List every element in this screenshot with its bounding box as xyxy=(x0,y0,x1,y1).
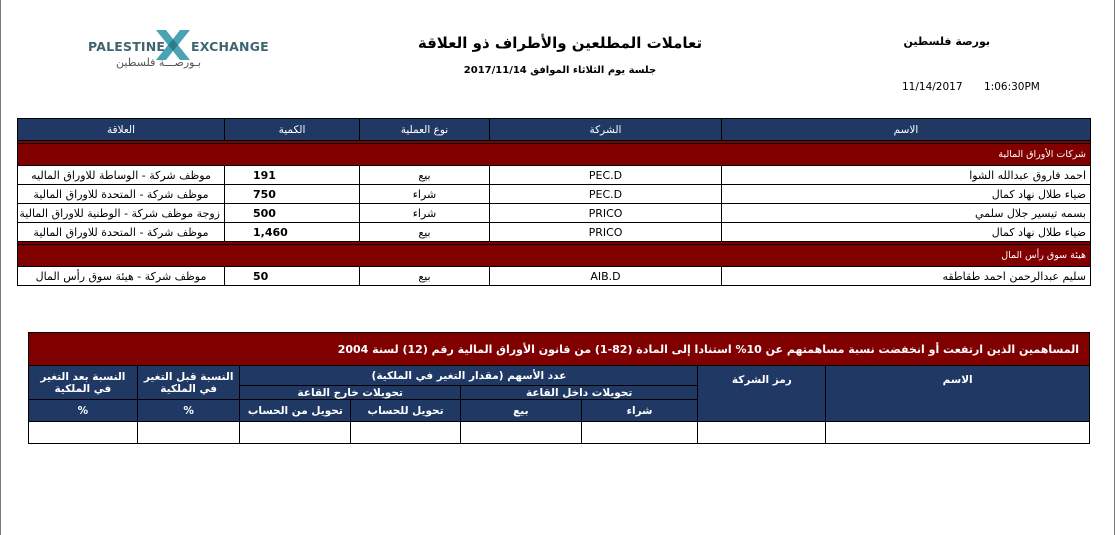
col-header-type: نوع العملية xyxy=(360,119,490,141)
cell-quantity: 50 xyxy=(225,267,360,286)
cell-company: PRICO xyxy=(490,223,722,242)
section-row-capital-market-authority xyxy=(18,245,1091,267)
col-header-buy: شراء xyxy=(581,400,698,422)
col-header-outside-hall: تحويلات خارج القاعة xyxy=(240,386,460,400)
cell-company: PRICO xyxy=(490,204,722,223)
col-header-shares-group: عدد الأسهم (مقدار التغير في الملكية) xyxy=(240,366,698,386)
cell-relation: زوجة موظف شركة - الوطنية للاوراق المالية xyxy=(18,204,225,223)
section-title: هيئة سوق رأس المال xyxy=(18,245,1091,267)
report-title: تعاملات المطلعين والأطراف ذو العلاقة xyxy=(417,34,703,52)
table-row xyxy=(18,267,1091,286)
cell-relation: موظف شركة - هيئة سوق رأس المال xyxy=(18,267,225,286)
col-header-relation: العلاقة xyxy=(18,119,225,141)
cell-type: بيع xyxy=(360,166,490,185)
page-left-border xyxy=(0,0,1,535)
table-header-row xyxy=(18,119,1091,141)
cell-empty xyxy=(137,422,240,444)
cell-type: بيع xyxy=(360,223,490,242)
session-date-line: جلسة يوم الثلاثاء الموافق 2017/11/14 xyxy=(463,65,657,76)
print-date: 11/14/2017 xyxy=(902,81,963,93)
col-header-quantity: الكمية xyxy=(225,119,360,141)
cell-empty xyxy=(826,422,1090,444)
pct-after-sign: % xyxy=(29,400,138,422)
cell-name: احمد فاروق عبدالله الشوا xyxy=(722,166,1091,185)
cell-company: PEC.D xyxy=(490,185,722,204)
cell-empty xyxy=(351,422,461,444)
cell-quantity: 500 xyxy=(225,204,360,223)
cell-empty xyxy=(460,422,581,444)
col-header-pct-after: النسبة بعد التغير في الملكية xyxy=(29,366,138,400)
col-header-inside-hall: تحويلات داخل القاعة xyxy=(460,386,698,400)
insider-transactions-table xyxy=(17,118,1091,286)
cell-type: بيع xyxy=(360,267,490,286)
header-row-1 xyxy=(29,366,1090,386)
cell-quantity: 1,460 xyxy=(225,223,360,242)
section-row-securities-companies xyxy=(18,144,1091,166)
cell-company: PEC.D xyxy=(490,166,722,185)
cell-name: ضياء طلال نهاد كمال xyxy=(722,223,1091,242)
cell-empty xyxy=(240,422,351,444)
cell-company: AIB.D xyxy=(490,267,722,286)
cell-name: ضياء طلال نهاد كمال xyxy=(722,185,1091,204)
table-title-row xyxy=(29,333,1090,366)
cell-relation: موظف شركة - المتحدة للاوراق المالية xyxy=(18,185,225,204)
cell-type: شراء xyxy=(360,204,490,223)
cell-empty xyxy=(698,422,826,444)
print-time: 1:06:30PM xyxy=(984,81,1040,93)
table-row xyxy=(18,223,1091,242)
logo-text-left: PALESTINE xyxy=(88,39,166,54)
table-row xyxy=(18,204,1091,223)
table-row xyxy=(18,185,1091,204)
logo-text-right: EXCHANGE xyxy=(191,39,269,54)
cell-quantity: 191 xyxy=(225,166,360,185)
exchange-name: بورصة فلسطين xyxy=(903,35,990,48)
cell-empty xyxy=(581,422,698,444)
shareholders-ownership-change-table xyxy=(28,332,1090,444)
cell-empty xyxy=(29,422,138,444)
col-header-symbol: رمز الشركة xyxy=(698,366,826,422)
cell-type: شراء xyxy=(360,185,490,204)
cell-quantity: 750 xyxy=(225,185,360,204)
table-title: المساهمين الذين ارتفعت أو انخفضت نسبة مساهمتهم عن 10% استنادا إلى المادة (82-1) من قانون الأوراق المالية رقم (12) لسنة 2004 xyxy=(29,333,1090,366)
col-header-name: الاسم xyxy=(826,366,1090,422)
col-header-sell: بيع xyxy=(460,400,581,422)
palestine-exchange-logo xyxy=(88,26,269,72)
table-row xyxy=(29,422,1090,444)
col-header-pct-before: النسبة قبل التغير في الملكية xyxy=(137,366,240,400)
section-title: شركات الأوراق المالية xyxy=(18,144,1091,166)
col-header-from-account: تحويل من الحساب xyxy=(240,400,351,422)
cell-name: سليم عبدالرحمن احمد طقاطقه xyxy=(722,267,1091,286)
cell-name: بسمه تيسير جلال سلمي xyxy=(722,204,1091,223)
col-header-name: الاسم xyxy=(722,119,1091,141)
cell-relation: موظف شركة - الوساطة للاوراق الماليه xyxy=(18,166,225,185)
logo-text-arabic: بـورصـــة فلسطين xyxy=(116,56,202,69)
pct-before-sign: % xyxy=(137,400,240,422)
cell-relation: موظف شركة - المتحدة للاوراق المالية xyxy=(18,223,225,242)
col-header-company: الشركة xyxy=(490,119,722,141)
table-row xyxy=(18,166,1091,185)
col-header-to-account: تحويل للحساب xyxy=(351,400,461,422)
